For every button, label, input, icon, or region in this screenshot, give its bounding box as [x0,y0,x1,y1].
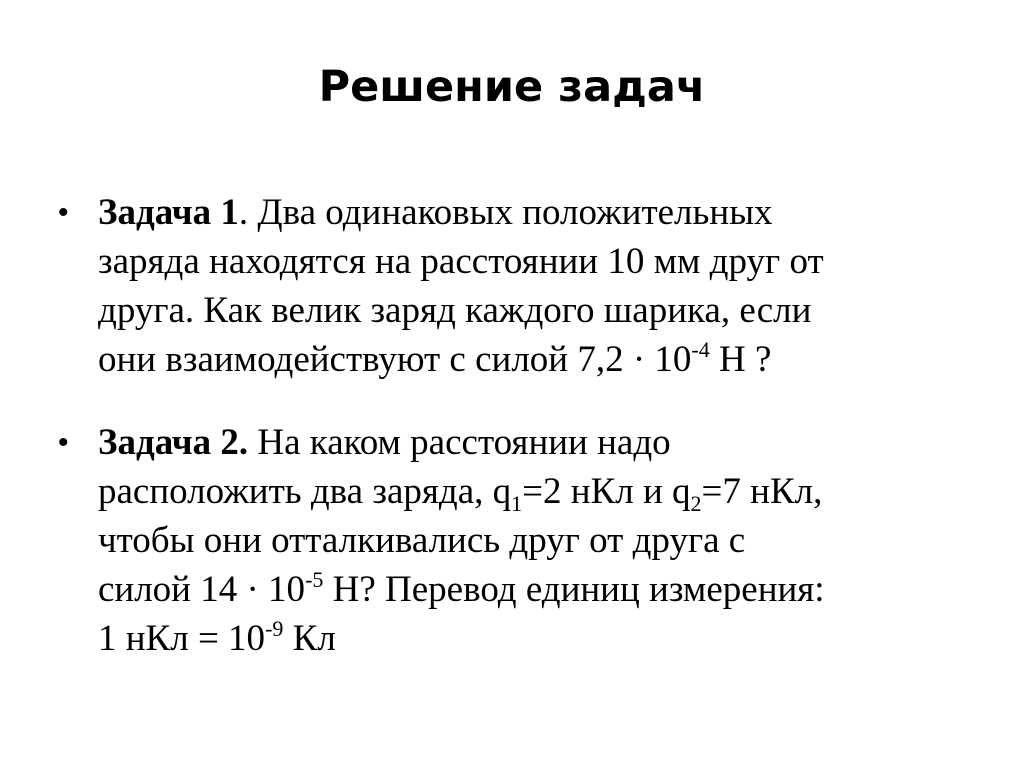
bullet-icon: • [58,196,69,229]
task-1-line-4-text: они взаимодействуют с силой 7,2 · 10 [98,339,692,380]
subscript: 2 [690,491,702,516]
task-1-line-4-unit: Н ? [709,339,772,380]
task-1-line-4 [98,335,968,384]
task-2-line-2-text-c: =7 нКл, [701,471,823,512]
task-1-line-1 [98,188,968,237]
exponent: -5 [305,567,324,592]
task-1-text: . Два одинаковых положительных [238,192,773,233]
task-2 [58,418,968,663]
slide-title: Решение задач [318,62,706,112]
task-1 [58,188,968,384]
task-2-line-3: чтобы они отталкивались друг от друга с [98,520,746,561]
task-1-line-2: заряда находятся на расстоянии 10 мм друг от [98,241,824,282]
exponent: -9 [265,616,284,641]
task-2-line-1 [98,418,968,467]
task-2-line-4-text-b: Н? Перевод единиц измерения: [323,569,825,610]
task-2-line-4 [98,565,968,614]
task-1-label: Задача 1 [98,192,239,233]
task-2-label: Задача 2. [98,422,249,463]
subscript: 1 [511,491,523,516]
task-2-line-5-unit: Кл [283,618,336,659]
task-2-line-5-text: 1 нКл = 10 [98,618,266,659]
task-2-line-2-text-b: =2 нКл и q [522,471,691,512]
task-2-line-5 [98,614,968,663]
task-2-line-4-text: силой 14 · 10 [98,569,306,610]
exponent: -4 [691,337,710,362]
task-1-line-3: друга. Как велик заряд каждого шарика, если [98,290,812,331]
task-2-line-2-text-a: расположить два заряда, q [98,471,512,512]
task-2-text: На каком расстоянии надо [248,422,671,463]
task-2-line-2 [98,467,968,516]
bullet-icon: • [58,426,69,459]
